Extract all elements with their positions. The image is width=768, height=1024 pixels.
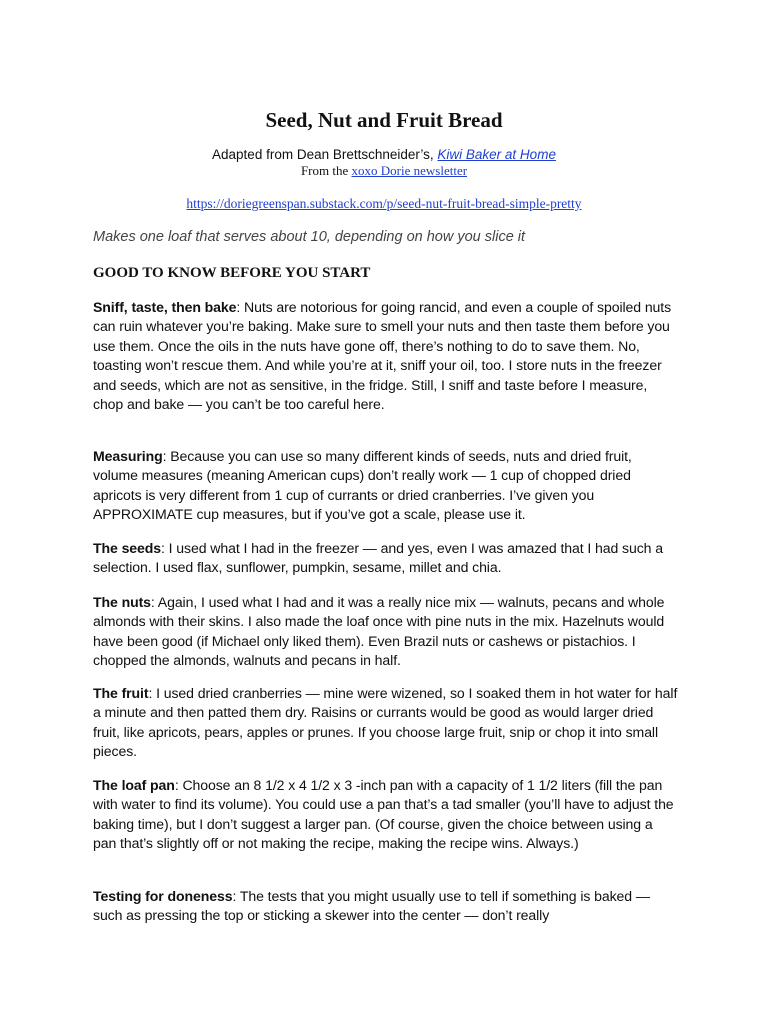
paragraph-label: The fruit (93, 685, 149, 701)
paragraph-text: : Nuts are notorious for going rancid, and even a couple of spoiled nuts can ruin whatever you’re baking. Make sure to smell your nuts and then taste them before you use them. Once the oils in the nuts have gone off, there’s nothing to do to save them. No, toasting won’t rescue them. And while you’re at it, sniff your oil, too. I store nuts in the freezer and seeds, which are not as sensitive, in the fridge. Still, I sniff and taste before I measure, chop and bake — you can’t be too careful here. (93, 299, 672, 413)
paragraph-label: The nuts (93, 594, 151, 610)
section-heading: GOOD TO KNOW BEFORE YOU START (93, 265, 371, 281)
from-prefix: From the (300, 163, 352, 178)
paragraph-label: Testing for doneness (93, 888, 233, 904)
paragraph-label: Measuring (93, 448, 163, 464)
source-url-link[interactable]: https://doriegreenspan.substack.com/p/seed-nut-fruit-bread-simple-pretty (186, 196, 582, 211)
paragraph-seeds (93, 539, 678, 578)
paragraph-doneness (93, 887, 678, 926)
paragraph-fruit (93, 684, 678, 762)
source-url-line (0, 196, 768, 212)
paragraph-sniff-taste (93, 298, 678, 414)
paragraph-text: : The tests that you might usually use to tell if something is baked — such as pressing the top or sticking a skewer into the center — don’t really (93, 888, 650, 924)
paragraph-text: : I used what I had in the freezer — and yes, even I was amazed that I had such a selection. I used flax, sunflower, pumpkin, sesame, millet and chia. (93, 540, 663, 576)
kiwi-baker-link[interactable]: Kiwi Baker at Home (437, 147, 556, 162)
newsletter-link[interactable]: xoxo Dorie newsletter (351, 163, 468, 178)
paragraph-measuring (93, 447, 678, 525)
recipe-title: Seed, Nut and Fruit Bread (265, 108, 503, 132)
paragraph-label: The seeds (93, 540, 162, 556)
adapted-line (0, 147, 768, 162)
paragraph-loaf-pan (93, 776, 678, 854)
paragraph-text: : Choose an 8 1/2 x 4 1/2 x 3 -inch pan with a capacity of 1 1/2 liters (fill the pan with water to find its volume). You could use a pan that’s a tad smaller (you’ll have to adjust the baking time), but I don’t suggest a larger pan. (Of course, given the choice between using a pan that’s slightly off or not making the recipe, making the recipe wins. Always.) (93, 777, 674, 852)
paragraph-text: : I used dried cranberries — mine were wizened, so I soaked them in hot water for half a minute and then patted them dry. Raisins or currants would be good as would larger dried fruit, like apricots, pears, apples or prunes. If you choose large fruit, snip or chop it into small pieces. (93, 685, 678, 760)
recipe-yield: Makes one loaf that serves about 10, depending on how you slice it (93, 229, 526, 245)
paragraph-label: Sniff, taste, then bake (93, 299, 237, 315)
from-line (0, 163, 768, 179)
paragraph-label: The loaf pan (93, 777, 175, 793)
paragraph-text: : Because you can use so many different kinds of seeds, nuts and dried fruit, volume measures (meaning American cups) don’t really work — 1 cup of chopped dried apricots is very different from 1 cup of currants or dried cranberries. I’ve given you APPROXIMATE cup measures, but if you’ve got a scale, please use it. (93, 448, 632, 523)
paragraph-nuts (93, 593, 678, 671)
adapted-prefix: Adapted from Dean Brettschneider’s, (212, 147, 438, 162)
paragraph-text: : Again, I used what I had and it was a really nice mix — walnuts, pecans and whole almonds with their skins. I also made the loaf once with pine nuts in the mix. Hazelnuts would have been good (if Michael only liked them). Even Brazil nuts or cashews or pistachios. I chopped the almonds, walnuts and pecans in half. (93, 594, 665, 669)
